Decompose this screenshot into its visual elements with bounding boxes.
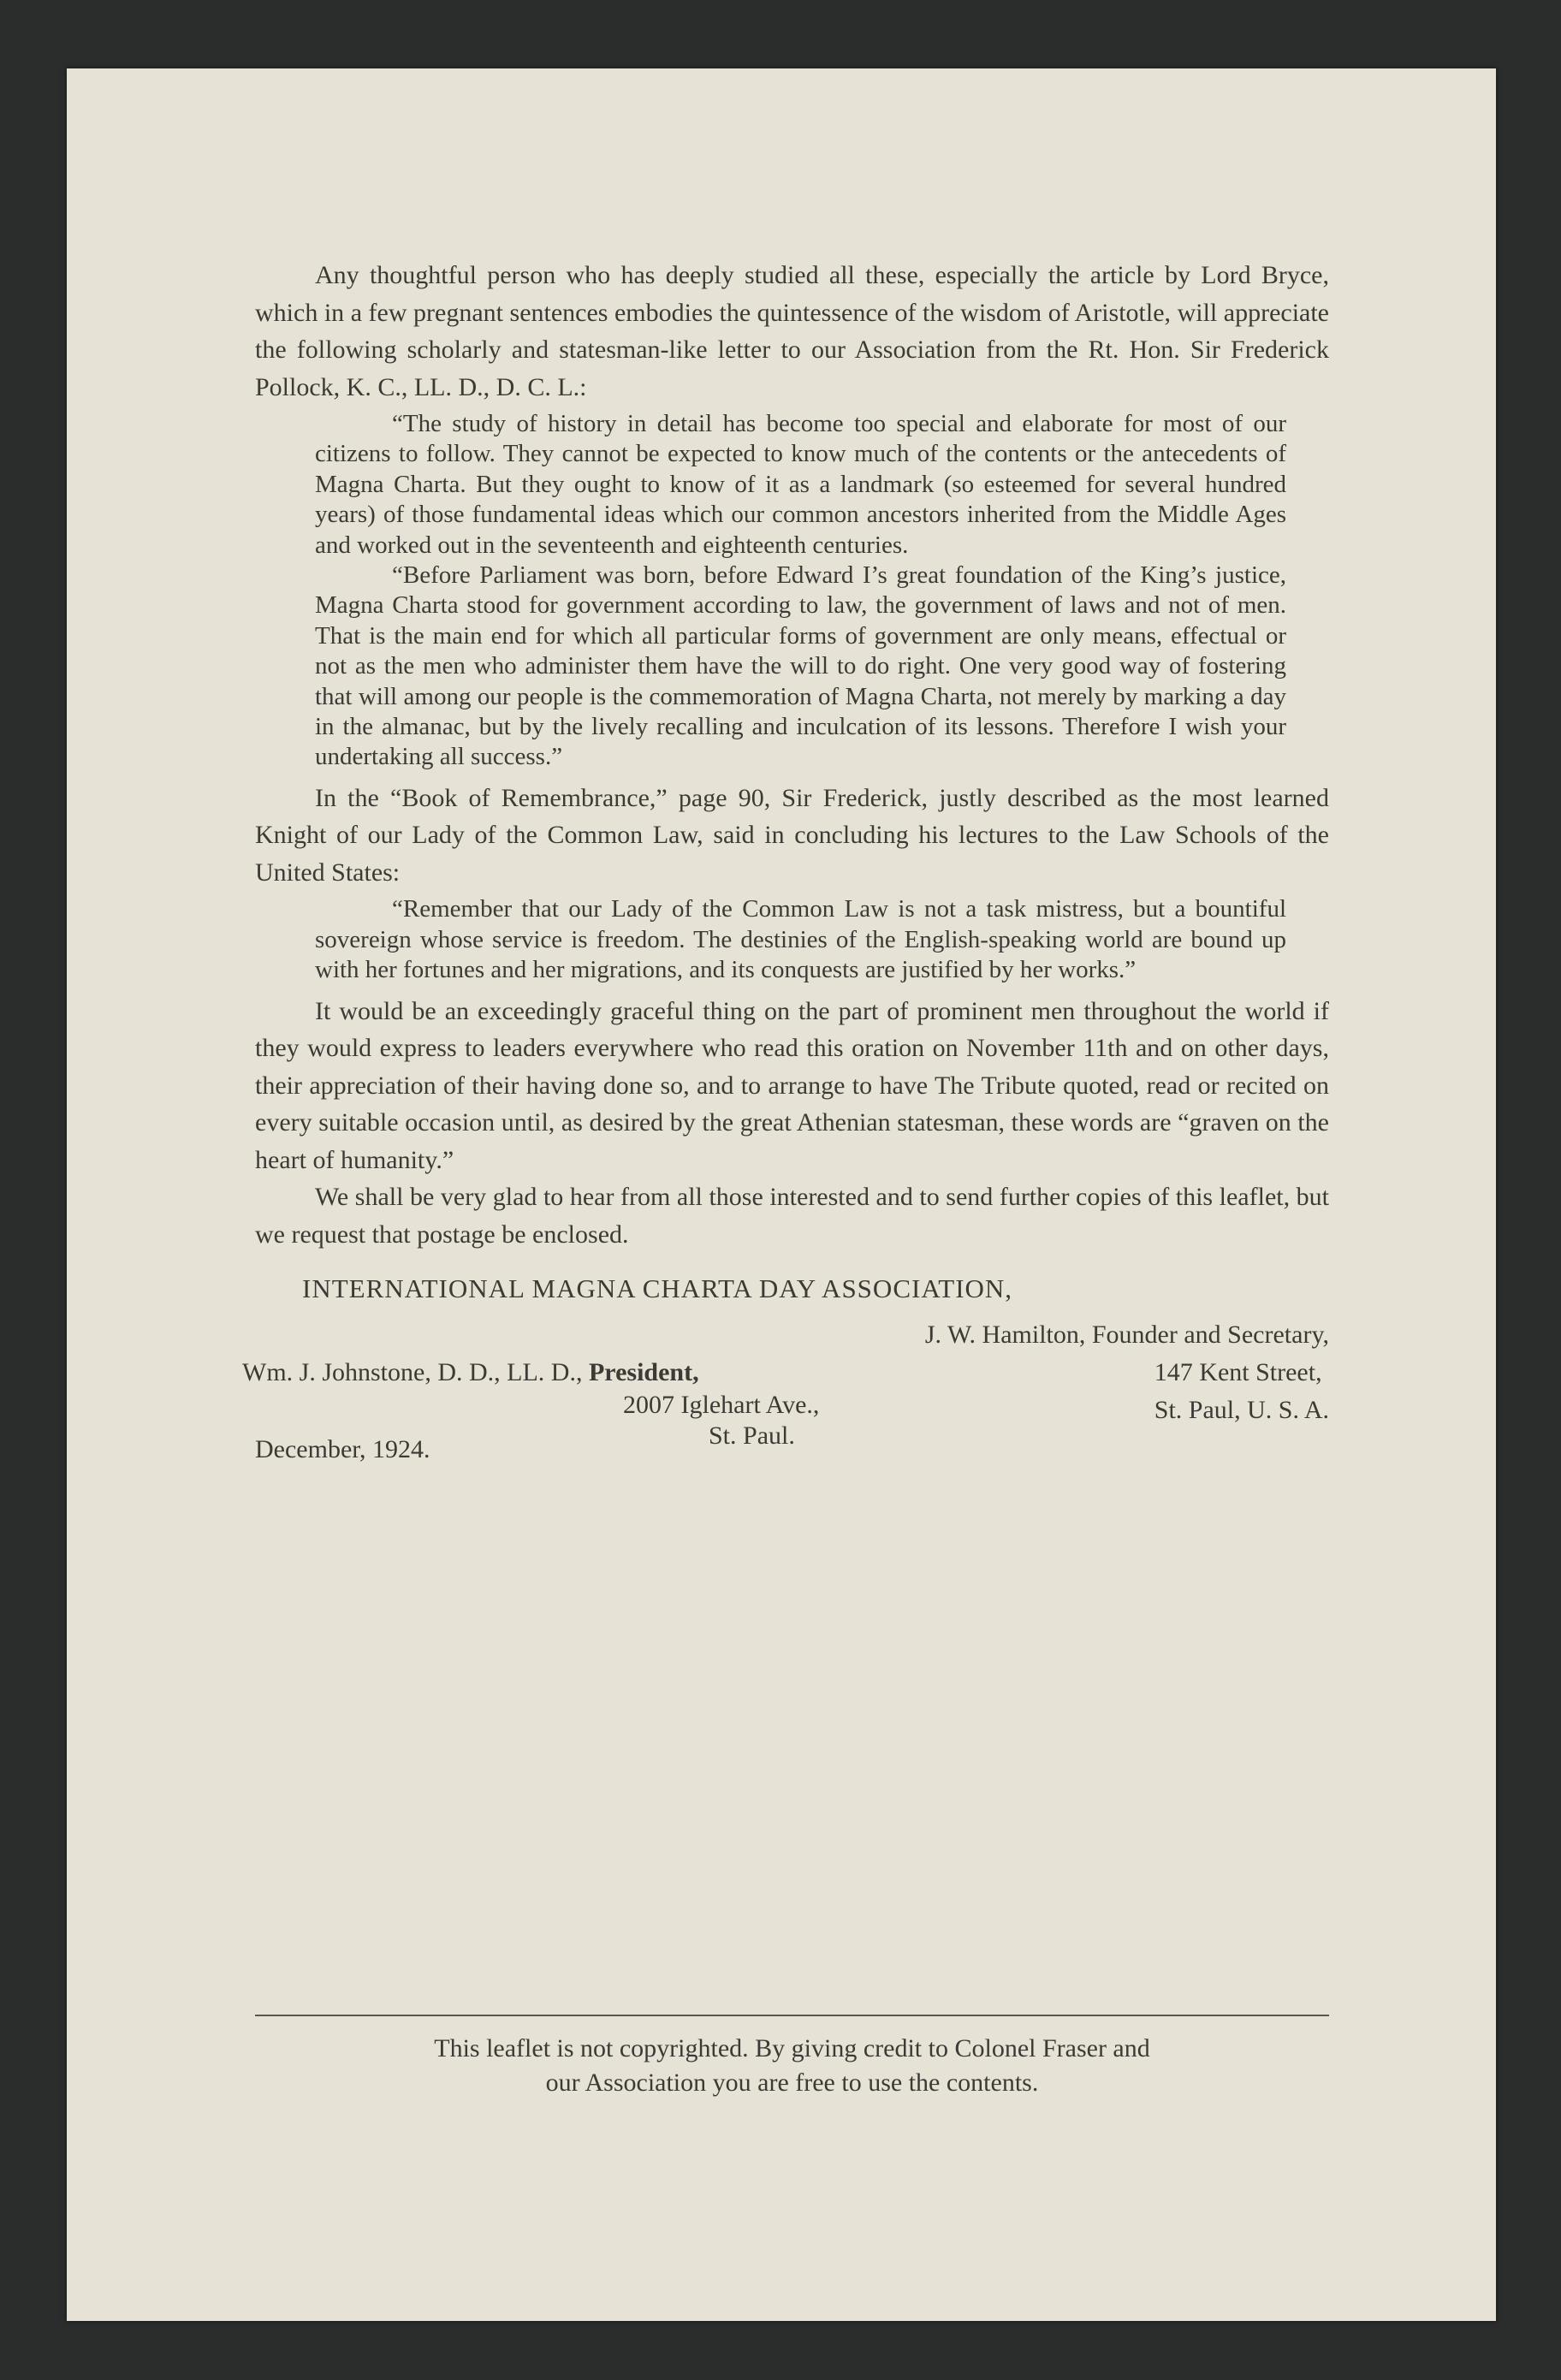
association-name: INTERNATIONAL MAGNA CHARTA DAY ASSOCIATION, <box>302 1273 1013 1304</box>
president-address <box>623 1390 819 1451</box>
founder-line: J. W. Hamilton, Founder and Secretary, <box>924 1321 1329 1350</box>
paragraph-graceful-thing: It would be an exceedingly graceful thing on the part of prominent men throughout the world if they would express to leaders everywhere who read this oration on November 11th and on other days, their appreciation of their having done so, and to arrange to have The Tribute quoted, read or recited on every suitable occasion until, as desired by the great Athenian statesman, these words are “graven on the heart of humanity.” <box>255 996 1329 1174</box>
footer-divider <box>255 2015 1329 2016</box>
pollock-quote-part-1: “The study of history in detail has become too special and elaborate for most of our citizens to follow. They cannot be expected to know much of the contents or the antecedents of Magna Charta. But they ought to know of it as a landmark (so esteemed for several hundred years) of those fundamental ideas which our common ancestors inherited from the Middle Ages and worked out in the seventeenth and eighteenth centuries. <box>315 410 1286 559</box>
leaflet-body <box>242 257 1329 1493</box>
copyright-notice <box>255 2032 1329 2100</box>
president-title: President, <box>588 1358 699 1387</box>
leaflet-date: December, 1924. <box>255 1435 430 1464</box>
copyright-line-1: This leaflet is not copyrighted. By giving credit to Colonel Fraser and <box>434 2034 1150 2062</box>
pollock-letter-quote <box>315 409 1286 773</box>
secretary-address <box>1154 1354 1329 1429</box>
president-address-city: St. Paul. <box>709 1421 795 1451</box>
common-law-quote-text: “Remember that our Lady of the Common Law is not a task mistress, but a bountiful sovereign whose service is freedom. The destinies of the English-speaking world are bound up with her fortunes and her migrations, and its conquests are justified by her works.” <box>315 895 1286 984</box>
president-name: Wm. J. Johnstone, D. D., LL. D., <box>242 1358 583 1387</box>
paragraph-postage: We shall be very glad to hear from all those interested and to send further copies of this leaflet, but we request that postage be enclosed. <box>255 1183 1329 1249</box>
secretary-address-street: 147 Kent Street, <box>1154 1358 1322 1387</box>
secretary-address-city: St. Paul, U. S. A. <box>1154 1396 1329 1425</box>
paragraph-book-of-remembrance: In the “Book of Remembrance,” page 90, Sir Frederick, justly described as the most learned Knight of our Lady of the Common Law, said in concluding his lectures to the Law Schools of the United States: <box>255 783 1329 887</box>
paragraph-pollock-intro: Any thoughtful person who has deeply studied all these, especially the article by Lord Bryce, which in a few pregnant sentences embodies the quintessence of the wisdom of Aristotle, will appreciate the following scholarly and statesman-like letter to our Association from the Rt. Hon. Sir Frederick Pollock, K. C., LL. D., D. C. L.: <box>255 261 1329 401</box>
pollock-quote-part-2: “Before Parliament was born, before Edward I’s great foundation of the King’s justice, Magna Charta stood for government according to law, the government of laws and not of men. That is the main end for which all particular forms of government are only means, effectual or not as the men who administer them have the will to do right. One very good way of fostering that will among our people is the commemoration of Magna Charta, not merely by marking a day in the almanac, but by the lively recalling and inculcation of its lessons. Therefore I wish your undertaking all success.” <box>315 561 1286 771</box>
copyright-line-2: our Association you are free to use the contents. <box>545 2068 1039 2097</box>
common-law-quote <box>315 894 1286 985</box>
president-line <box>242 1354 699 1392</box>
signature-block <box>242 1270 1329 1493</box>
president-address-street: 2007 Iglehart Ave., <box>623 1391 820 1420</box>
